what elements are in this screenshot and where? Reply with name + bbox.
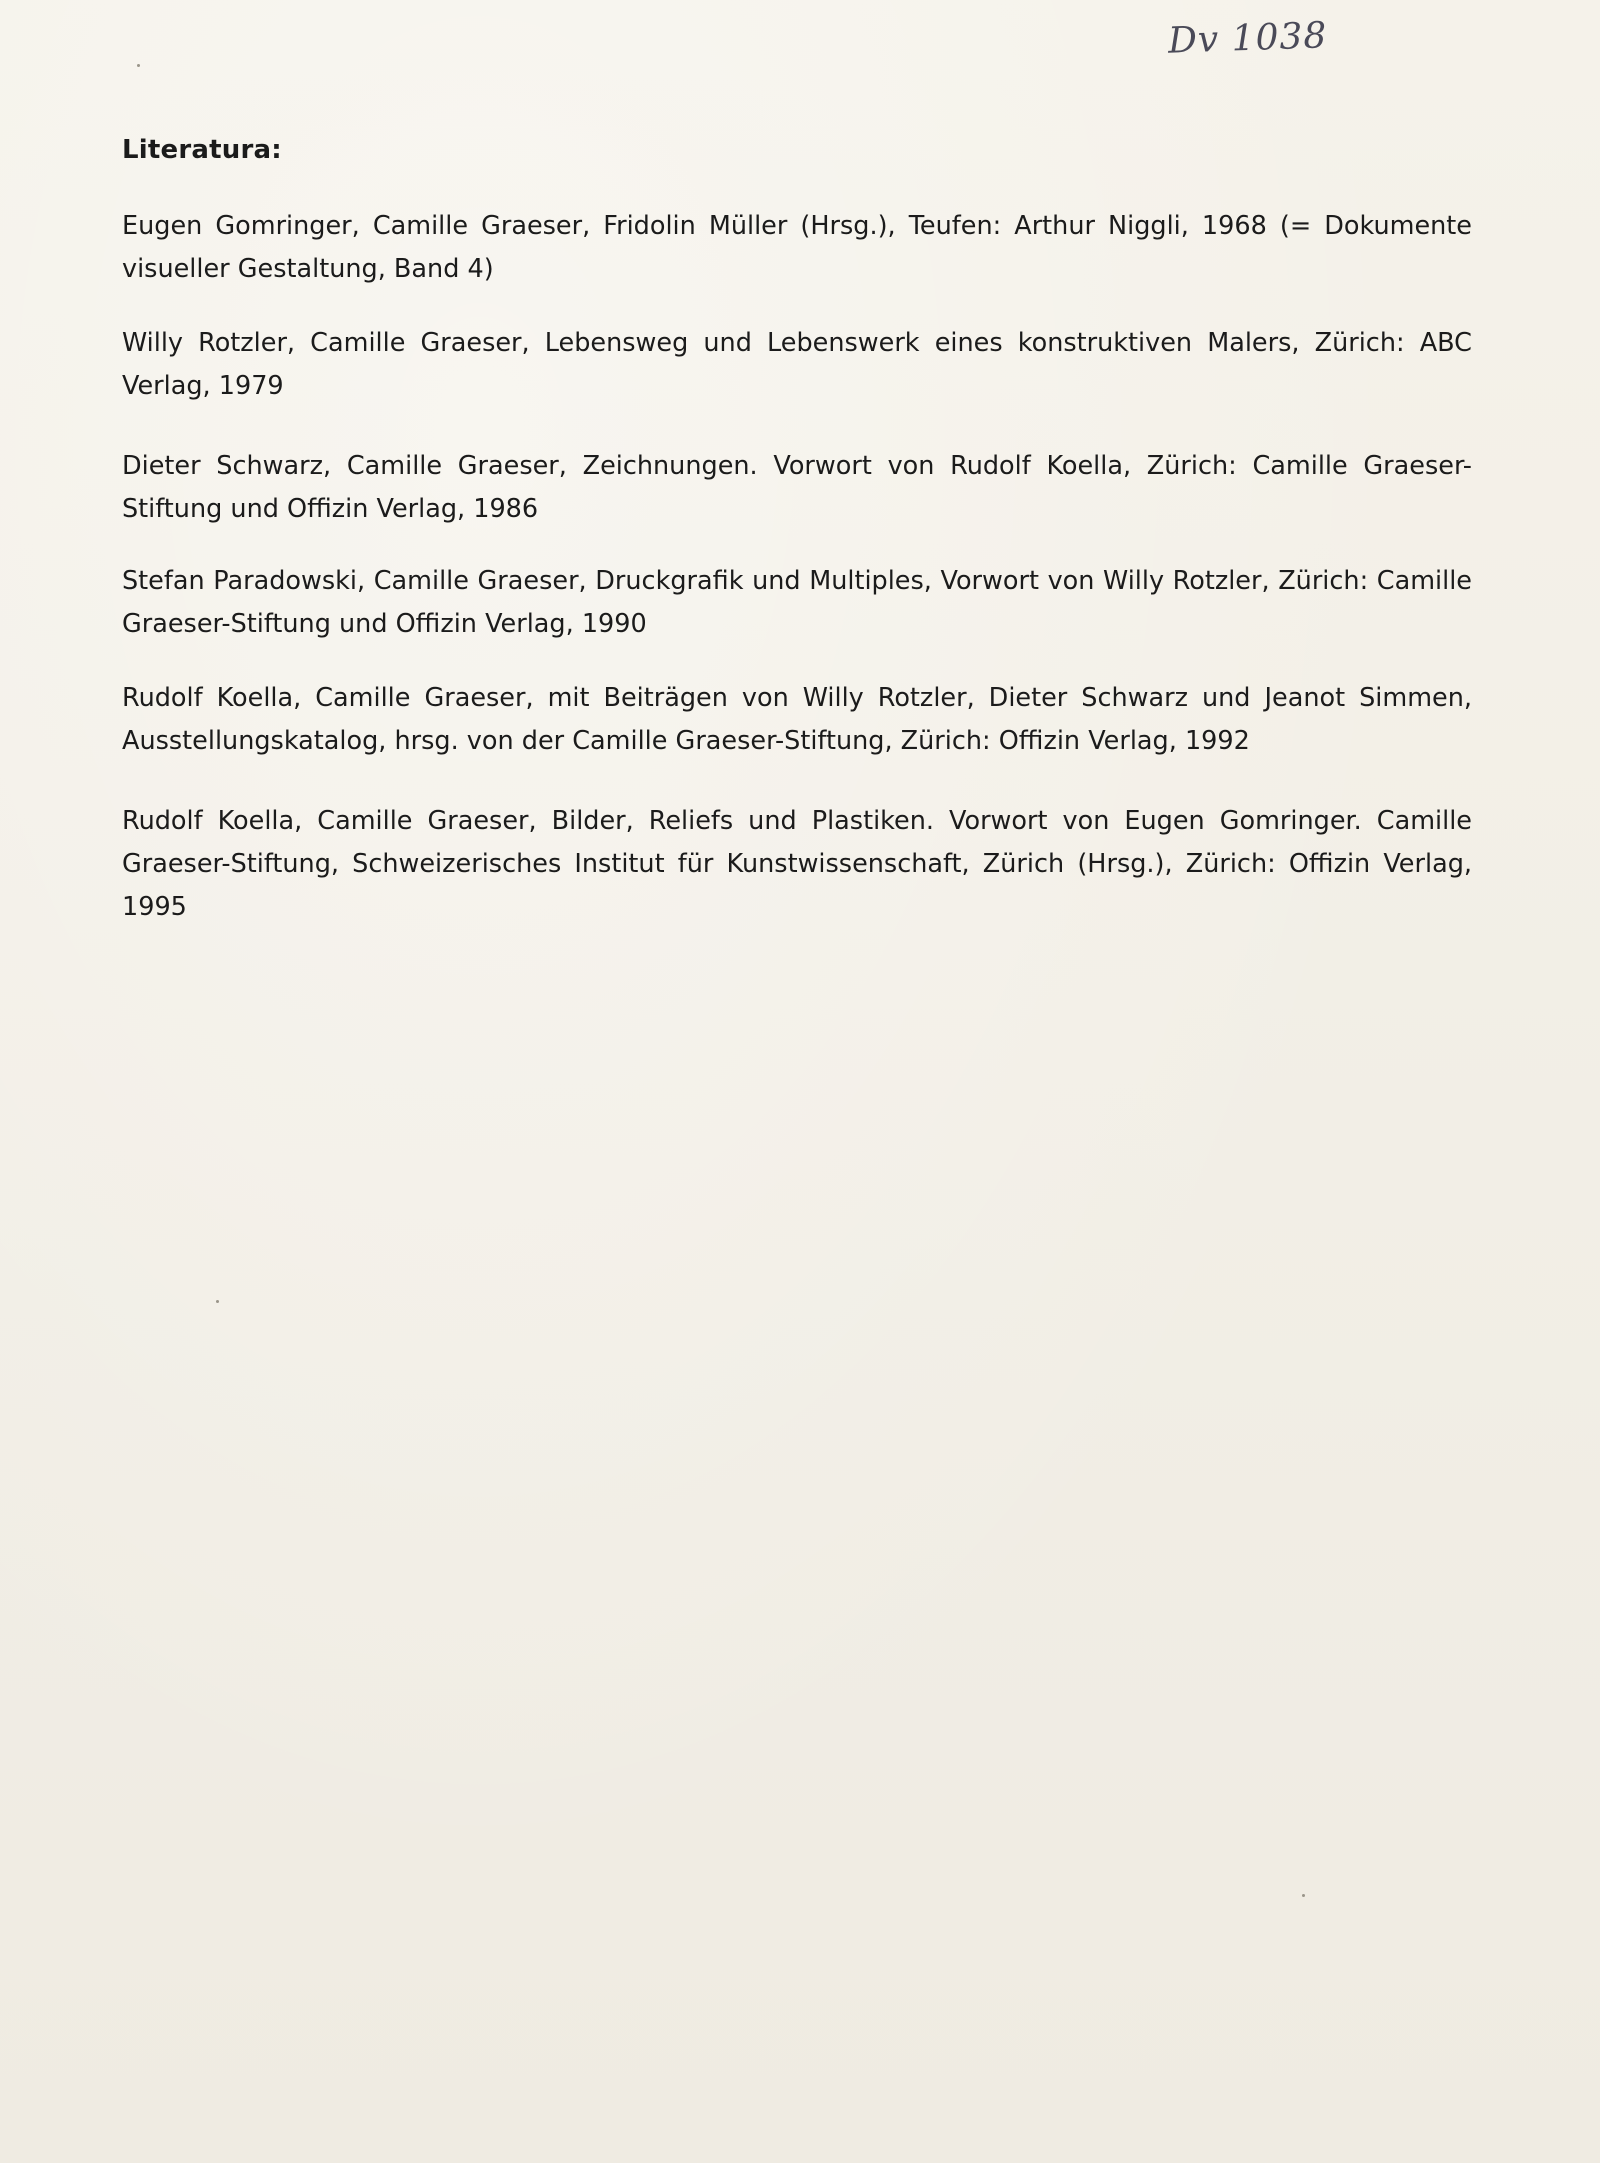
literature-heading: Literatura: — [122, 135, 282, 165]
bibliography-entry: Rudolf Koella, Camille Graeser, mit Beiträgen von Willy Rotzler, Dieter Schwarz und Jeanot Simmen, Ausstellungskatalog, hrsg. von der Camille Graeser-Stiftung, Zürich: Offizin Verlag, 1992 — [122, 683, 1472, 756]
paper-speck — [137, 64, 140, 67]
bibliography-entry: Rudolf Koella, Camille Graeser, Bilder, Reliefs und Plastiken. Vorwort von Eugen Gomringer. Camille Graeser-Stiftung, Schweizerisches Institut für Kunstwissenschaft, Zürich (Hrsg.), Zürich: Offizin Verlag, 1995 — [122, 806, 1472, 922]
bibliography-entry: Stefan Paradowski, Camille Graeser, Druckgrafik und Multiples, Vorwort von Willy Rotzler, Zürich: Camille Graeser-Stiftung und Offizin Verlag, 1990 — [122, 566, 1472, 639]
paper-speck — [216, 1300, 219, 1303]
bibliography-entry: Eugen Gomringer, Camille Graeser, Fridolin Müller (Hrsg.), Teufen: Arthur Niggli, 1968 (= Dokumente visueller Gestaltung, Band 4) — [122, 211, 1472, 284]
bibliography-entry: Willy Rotzler, Camille Graeser, Lebensweg und Lebenswerk eines konstruktiven Malers, Zürich: ABC Verlag, 1979 — [122, 328, 1472, 401]
handwritten-catalog-number: Dv 1038 — [1167, 15, 1328, 62]
paper-speck — [1302, 1894, 1305, 1897]
bibliography-entry: Dieter Schwarz, Camille Graeser, Zeichnungen. Vorwort von Rudolf Koella, Zürich: Camille Graeser-Stiftung und Offizin Verlag, 1986 — [122, 451, 1472, 524]
